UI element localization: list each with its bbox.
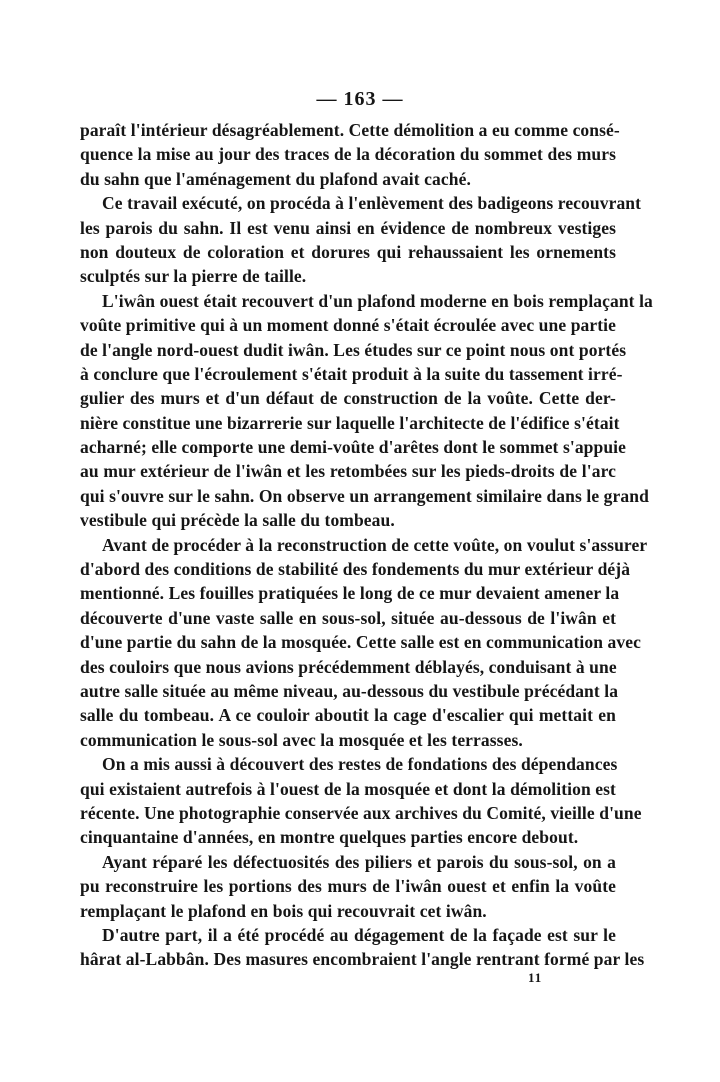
text-line: quence la mise au jour des traces de la décoration du sommet des murs bbox=[80, 144, 616, 165]
paragraph bbox=[80, 191, 642, 289]
text-line: sculptés sur la pierre de taille. bbox=[80, 266, 307, 287]
text-line: gulier des murs et d'un défaut de construction de la voûte. Cette der- bbox=[80, 388, 616, 409]
text-line: autre salle située au même niveau, au-dessous du vestibule précédant la bbox=[80, 680, 619, 701]
text-line: remplaçant le plafond en bois qui recouvrait cet iwân. bbox=[80, 900, 487, 921]
signature-mark: 11 bbox=[528, 970, 543, 985]
text-line: hârat al-Labbân. Des masures encombraient l'angle rentrant formé par les bbox=[80, 949, 645, 970]
text-line: Avant de procéder à la reconstruction de cette voûte, on voulut s'assurer bbox=[102, 534, 648, 555]
text-line: cinquantaine d'années, en montre quelques parties encore debout. bbox=[80, 827, 579, 848]
text-line: de l'angle nord-ouest dudit iwân. Les études sur ce point nous ont portés bbox=[80, 339, 627, 360]
text-line: au mur extérieur de l'iwân et les retombées sur les pieds-droits de l'arc bbox=[80, 461, 616, 482]
text-line: vestibule qui précède la salle du tombeau. bbox=[80, 510, 395, 531]
text-line: d'abord des conditions de stabilité des fondements du mur extérieur déjà bbox=[80, 559, 631, 580]
text-line: On a mis aussi à découvert des restes de fondations des dépendances bbox=[102, 754, 618, 775]
text-line: D'autre part, il a été procédé au dégagement de la façade est sur le bbox=[102, 924, 616, 945]
text-line: L'iwân ouest était recouvert d'un plafond moderne en bois remplaçant la bbox=[102, 290, 653, 311]
text-line: récente. Une photographie conservée aux archives du Comité, vieille d'une bbox=[80, 802, 642, 823]
paragraph bbox=[80, 923, 645, 972]
text-line: communication le sous-sol avec la mosquée et les terrasses. bbox=[80, 729, 523, 750]
paragraph bbox=[80, 118, 620, 191]
text-line: nière constitue une bizarrerie sur laquelle l'architecte de l'édifice s'était bbox=[80, 412, 620, 433]
text-line: non douteux de coloration et dorures qui rehaussaient les ornements bbox=[80, 241, 616, 262]
text-line: pu reconstruire les portions des murs de l'iwân ouest et enfin la voûte bbox=[80, 876, 616, 897]
body-text bbox=[80, 118, 653, 972]
paragraph bbox=[80, 752, 642, 850]
text-line: Ce travail exécuté, on procéda à l'enlèvement des badigeons recouvrant bbox=[102, 193, 642, 214]
text-line: mentionné. Les fouilles pratiquées le long de ce mur devaient amener la bbox=[80, 583, 620, 604]
text-line: salle du tombeau. A ce couloir aboutit la cage d'escalier qui mettait en bbox=[80, 705, 616, 726]
text-line: Ayant réparé les défectuosités des piliers et parois du sous-sol, on a bbox=[102, 851, 616, 872]
text-line: du sahn que l'aménagement du plafond avait caché. bbox=[80, 168, 471, 189]
text-line: découverte d'une vaste salle en sous-sol, située au-dessous de l'iwân et bbox=[80, 607, 616, 628]
text-line: acharné; elle comporte une demi-voûte d'arêtes dont le sommet s'appuie bbox=[80, 437, 627, 458]
text-line: des couloirs que nous avions précédemment déblayés, conduisant à une bbox=[80, 656, 617, 677]
paragraph bbox=[80, 850, 616, 923]
text-line: les parois du sahn. Il est venu ainsi en évidence de nombreux vestiges bbox=[80, 217, 616, 238]
text-line: paraît l'intérieur désagréablement. Cette démolition a eu comme consé- bbox=[80, 120, 620, 140]
text-line: d'une partie du sahn de la mosquée. Cette salle est en communication avec bbox=[80, 632, 641, 653]
text-line: voûte primitive qui à un moment donné s'était écroulée avec une partie bbox=[80, 315, 616, 336]
page-number: — 163 — bbox=[316, 88, 404, 110]
text-line: à conclure que l'écroulement s'était produit à la suite du tassement irré- bbox=[80, 363, 623, 384]
paragraph bbox=[80, 533, 648, 753]
text-line: qui s'ouvre sur le sahn. On observe un arrangement similaire dans le grand bbox=[80, 485, 649, 506]
paragraph bbox=[80, 289, 653, 533]
text-line: qui existaient autrefois à l'ouest de la mosquée et dont la démolition est bbox=[80, 778, 616, 799]
